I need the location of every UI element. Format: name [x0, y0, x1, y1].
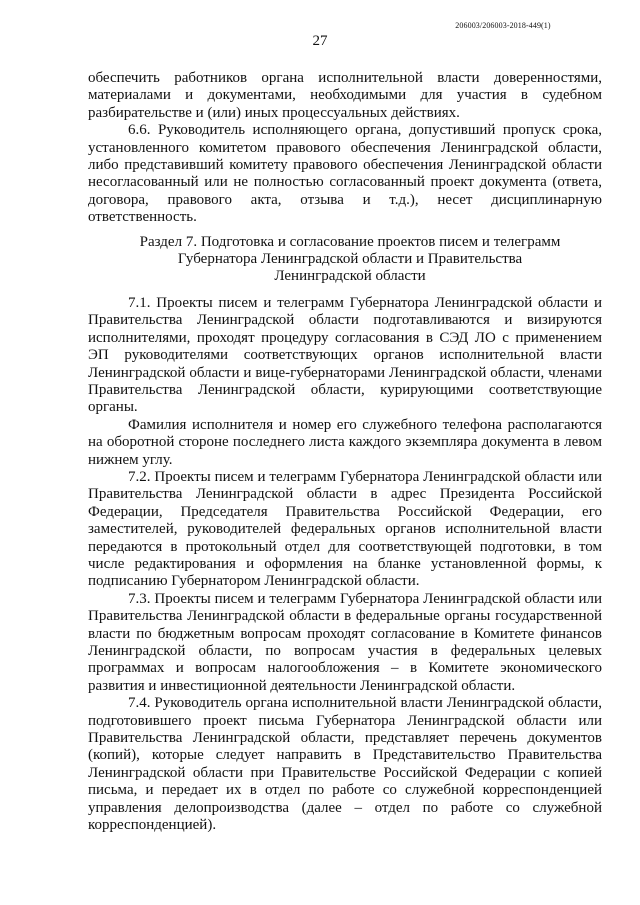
paragraph-6-6: 6.6. Руководитель исполняющего органа, допустивший пропуск срока, установленного комитетом правового обеспечения Ленинградской области, либо представивший комитету правового обеспечения Ленинградской области несогласованный или не полностью согласованный проект документа (ответа, договора, правового акта, отзыва и т.д.), несет дисциплинарную ответственность. [88, 122, 602, 226]
paragraph-7-3: 7.3. Проекты писем и телеграмм Губернатора Ленинградской области или Правительства Ленинградской области в федеральные органы государственной власти по бюджетным вопросам проходят согласование в Комитете финансов Ленинградской области, по вопросам участия в федеральных целевых программах и вопросам налогообложения – в Комитете экономического развития и инвестиционной деятельности Ленинградской области. [88, 590, 602, 694]
paragraph-7-1: 7.1. Проекты писем и телеграмм Губернатора Ленинградской области и Правительства Ленинградской области подготавливаются и визируются исполнителями, проходят процедуру согласования в СЭД ЛО с применением ЭП руководителями соответствующих органов исполнительной власти Ленинградской области и вице-губернаторами Ленинградской области, членами Правительства Ленинградской области, курирующими соответствующие органы. [88, 294, 602, 416]
document-body [88, 70, 602, 834]
paragraph-7-2: 7.2. Проекты писем и телеграмм Губернатора Ленинградской области или Правительства Ленинградской области в адрес Президента Российской Федерации, Председателя Правительства Российской Федерации, его заместителей, руководителей федеральных органов исполнительной власти передаются в протокольный отдел для соответствующей подготовки, в том числе редактирования и оформления на бланке установленной формы, к подписанию Губернатором Ленинградской области. [88, 468, 602, 590]
paragraph-continuation: обеспечить работников органа исполнительной власти доверенностями, материалами и документами, необходимыми для участия в судебном разбирательстве и (или) иных процессуальных действиях. [88, 70, 602, 121]
paragraph-executor-note: Фамилия исполнителя и номер его служебного телефона располагаются на оборотной стороне последнего листа каждого экземпляра документа в левом нижнем углу. [88, 416, 602, 468]
page-number: 27 [312, 33, 328, 49]
section-7-heading [88, 234, 602, 286]
section-heading-line-1: Раздел 7. Подготовка и согласование проектов писем и телеграмм [139, 233, 561, 250]
paragraph-7-4: 7.4. Руководитель органа исполнительной власти Ленинградской области, подготовившего проект письма Губернатора Ленинградской области или Правительства Ленинградской области, представляет перечень документов (копий), которые следует направить в Представительство Правительства Ленинградской области при Правительстве Российской Федерации с копией письма, и передает их в отдел по работе со служебной корреспонденцией управления делопроизводства (далее – отдел по работе со служебной корреспонденцией). [88, 695, 602, 834]
section-heading-line-3: Ленинградской области [274, 268, 426, 285]
section-heading-line-2: Губернатора Ленинградской области и Правительства [177, 251, 523, 268]
document-id: 206003/206003-2018-449(1) [455, 21, 551, 30]
